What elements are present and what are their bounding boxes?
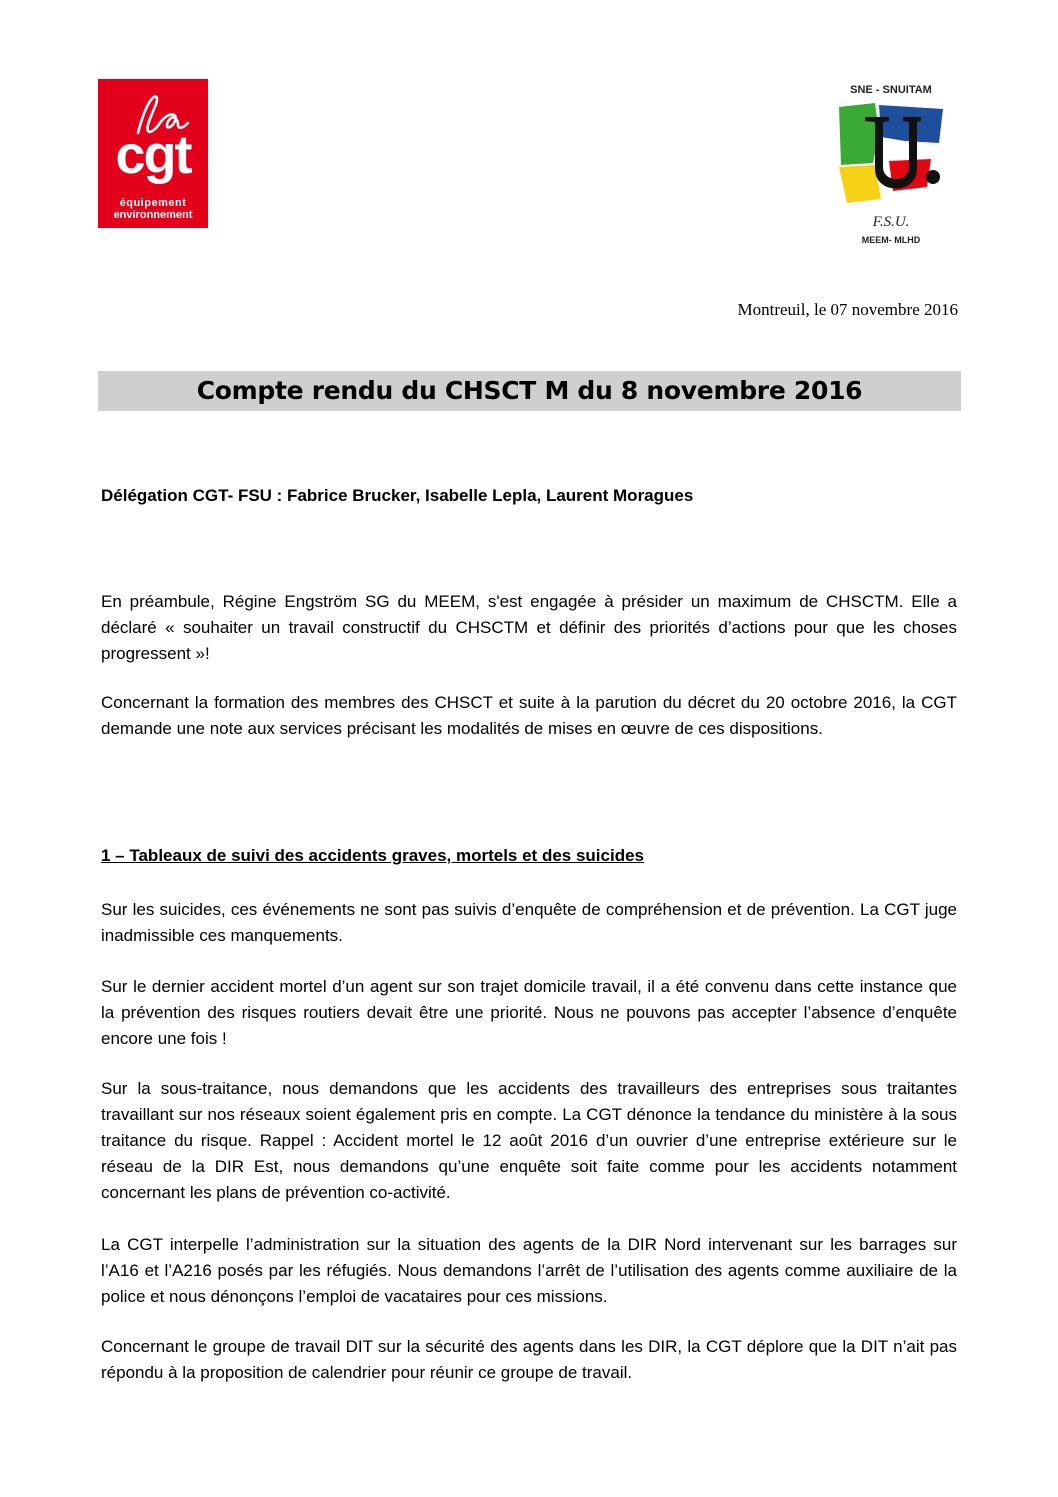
fsu-bottom-label: MEEM- MLHD	[861, 235, 921, 245]
paragraph-text: En préambule, Régine Engström SG du MEEM, s'est engagée à présider un maximum de CHSCTM. Elle a déclaré « souhaiter un travail constructif du CHSCTM et définir des priorités d’actions pour que les choses progressent »!	[101, 592, 957, 663]
paragraph-text: Concernant le groupe de travail DIT sur la sécurité des agents dans les DIR, la CGT déplore que la DIT n’ait pas répondu à la proposition de calendrier pour réunir ce groupe de travail.	[101, 1337, 957, 1382]
title-bar	[98, 371, 961, 411]
delegation-line: Délégation CGT- FSU : Fabrice Brucker, Isabelle Lepla, Laurent Moragues	[101, 486, 694, 505]
paragraph-text: La CGT interpelle l’administration sur la situation des agents de la DIR Nord intervenant sur les barrages sur l’A16 et l’A216 posés par les réfugiés. Nous demandons l’arrêt de l’utilisation des agents comme auxiliaire de la police et nous dénonçons l’emploi de vacataires pour ces missions.	[101, 1235, 957, 1306]
section-1-paragraph-5	[101, 1334, 957, 1386]
fsu-logo	[832, 84, 950, 250]
section-1-heading: 1 – Tableaux de suivi des accidents graves, mortels et des suicides	[101, 846, 644, 865]
section-1-paragraph-3	[101, 1076, 957, 1206]
cgt-subtitle-2: environnement	[113, 209, 193, 221]
intro-paragraph-1	[101, 589, 957, 667]
fsu-logo-top-label: SNE - SNUITAM	[850, 84, 932, 96]
date-line: Montreuil, le 07 novembre 2016	[737, 300, 958, 319]
section-1-paragraph-4	[101, 1232, 957, 1310]
cgt-wordmark: cgt	[115, 125, 191, 185]
section-1-paragraph-1	[101, 897, 957, 949]
cgt-logo	[98, 79, 208, 228]
fsu-u-emblem-icon	[835, 103, 947, 215]
section-1-paragraph-2	[101, 974, 957, 1052]
fsu-label: F.S.U.	[872, 214, 910, 230]
paragraph-text: Sur la sous-traitance, nous demandons que les accidents des travailleurs des entreprises sous traitantes travaillant sur nos réseaux soient également pris en compte. La CGT dénonce la tendance du ministère à la sous traitance du risque. Rappel : Accident mortel le 12 août 2016 d’un ouvrier d’une entreprise extérieure sur le réseau de la DIR Est, nous demandons qu’une enquête soit faite comme pour les accidents notamment concernant les plans de prévention co-activité.	[101, 1079, 957, 1202]
paragraph-text: Concernant la formation des membres des CHSCT et suite à la parution du décret du 20 octobre 2016, la CGT demande une note aux services précisant les modalités de mises en œuvre de ces dispositions.	[101, 693, 957, 738]
paragraph-text: Sur le dernier accident mortel d’un agent sur son trajet domicile travail, il a été convenu dans cette instance que la prévention des risques routiers devait être une priorité. Nous ne pouvons pas accepter l’absence d’enquête encore une fois !	[101, 977, 957, 1048]
paragraph-text: Sur les suicides, ces événements ne sont pas suivis d’enquête de compréhension et de prévention. La CGT juge inadmissible ces manquements.	[101, 900, 957, 945]
intro-paragraph-2	[101, 690, 957, 742]
page-title: Compte rendu du CHSCT M du 8 novembre 2016	[196, 376, 863, 405]
cgt-subtitle-1: équipement	[119, 197, 187, 209]
